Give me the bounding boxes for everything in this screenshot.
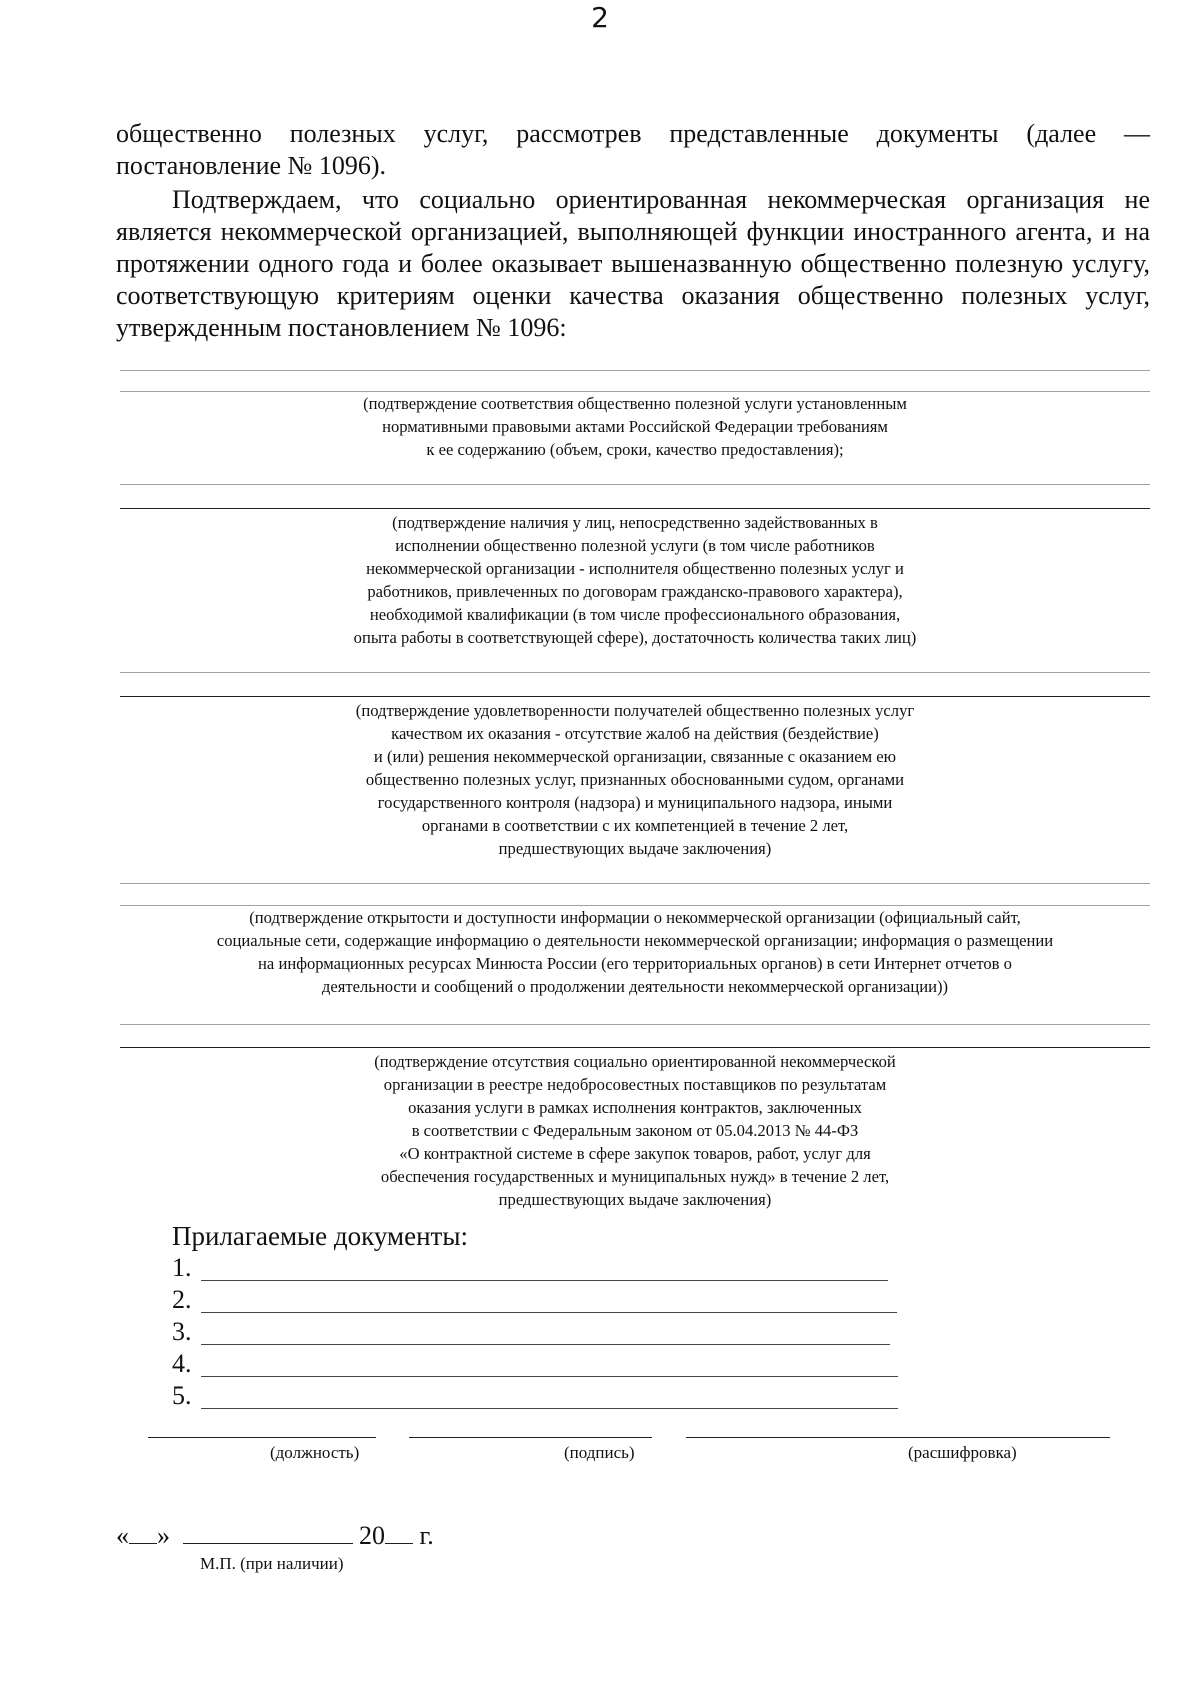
fill-line (120, 484, 1150, 485)
caption-line: организации в реестре недобросовестных поставщиков по результатам (383, 1075, 887, 1094)
caption-recipient-satisfaction (120, 699, 1150, 860)
fill-line (120, 370, 1150, 371)
paragraph-confirmation: Подтверждаем, что социально ориентированная некоммерческая организация не является некоммерческой организацией, выполняющей функции иностранного агента, и на протяжении одного года и более оказывает вышеназванную общественно полезную услугу, соответствующую критериям оценки качества оказания общественно полезных услуг, утвержденным постановлением № 1096: (116, 185, 1150, 342)
caption-line: некоммерческой организации - исполнителя общественно полезных услуг и (366, 559, 904, 578)
name-decoding-line[interactable] (686, 1437, 1110, 1438)
attachment-number: 1. (172, 1253, 192, 1282)
fill-line (120, 883, 1150, 884)
name-decoding-label: (расшифровка) (908, 1443, 1017, 1462)
caption-line: обеспечения государственных и муниципальных нужд» в течение 2 лет, (380, 1167, 890, 1186)
caption-information-openness (120, 906, 1150, 998)
signature-label: (подпись) (564, 1443, 635, 1462)
attachment-number: 5. (172, 1381, 192, 1410)
signature-line[interactable] (409, 1437, 652, 1438)
attachment-fill-line[interactable] (201, 1280, 888, 1281)
caption-line: к ее содержанию (объем, сроки, качество предоставления); (426, 440, 844, 459)
year-field[interactable] (385, 1523, 413, 1544)
caption-line: (подтверждение соответствия общественно полезной услуги установленным (363, 394, 907, 413)
date-open-quote: « (116, 1521, 129, 1550)
caption-line: общественно полезных услуг, признанных обоснованными судом, органами (365, 770, 905, 789)
caption-line: (подтверждение удовлетворенности получателей общественно полезных услуг (355, 701, 915, 720)
caption-line: органами в соответствии с их компетенцией в течение 2 лет, (421, 816, 849, 835)
fill-line (120, 1024, 1150, 1025)
fill-line (120, 672, 1150, 673)
caption-line: в соответствии с Федеральным законом от 05.04.2013 № 44-ФЗ (411, 1121, 859, 1140)
page-number: 2 (591, 1, 609, 34)
year-prefix: 20 (359, 1521, 385, 1550)
fill-line (120, 1047, 1150, 1048)
caption-line: опыта работы в соответствующей сфере), достаточность количества таких лиц) (353, 628, 917, 647)
caption-line: предшествующих выдаче заключения) (498, 1190, 772, 1209)
day-field[interactable] (129, 1523, 157, 1544)
caption-line: на информационных ресурсах Минюста России (его территориальных органов) в сети Интернет отчетов о (258, 954, 1012, 973)
caption-line: нормативными правовыми актами Российской Федерации требованиям (382, 417, 888, 436)
caption-line: (подтверждение наличия у лиц, непосредственно задействованных в (392, 513, 878, 532)
caption-staff-qualification (120, 511, 1150, 649)
caption-line: (подтверждение отсутствия социально ориентированной некоммерческой (374, 1052, 896, 1071)
attachment-fill-line[interactable] (201, 1408, 898, 1409)
caption-line: исполнении общественно полезной услуги (в том числе работников (395, 536, 875, 555)
caption-line: «О контрактной системе в сфере закупок товаров, работ, услуг для (399, 1144, 871, 1163)
caption-line: работников, привлеченных по договорам гражданско-правового характера), (367, 582, 903, 601)
date-row (116, 1520, 434, 1552)
attachment-number: 4. (172, 1349, 192, 1378)
caption-unscrupulous-suppliers (120, 1050, 1150, 1211)
attachment-fill-line[interactable] (201, 1312, 897, 1313)
attachment-fill-line[interactable] (201, 1344, 890, 1345)
caption-line: оказания услуги в рамках исполнения контрактов, заключенных (408, 1098, 862, 1117)
attachment-fill-line[interactable] (201, 1376, 898, 1377)
stamp-label: М.П. (при наличии) (200, 1554, 344, 1573)
fill-line (120, 508, 1150, 509)
attachment-number: 2. (172, 1285, 192, 1314)
year-suffix: г. (419, 1521, 434, 1550)
month-field[interactable] (183, 1523, 353, 1544)
date-close-quote: » (157, 1521, 170, 1550)
fill-line (120, 696, 1150, 697)
caption-line: деятельности и сообщений о продолжении деятельности некоммерческой организации)) (321, 977, 949, 996)
caption-line: предшествующих выдаче заключения) (498, 839, 772, 858)
caption-line: государственного контроля (надзора) и муниципального надзора, иными (377, 793, 893, 812)
caption-line: социальные сети, содержащие информацию о деятельности некоммерческой организации; информация о размещении (216, 931, 1054, 950)
caption-line: качеством их оказания - отсутствие жалоб на действия (бездействие) (391, 724, 879, 743)
attachments-title: Прилагаемые документы: (172, 1221, 468, 1251)
paragraph-intro: общественно полезных услуг, рассмотрев представленные документы (далее — постановление № 1096). (116, 119, 1150, 180)
caption-line: и (или) решения некоммерческой организации, связанные с оказанием ею (373, 747, 897, 766)
attachment-number: 3. (172, 1317, 192, 1346)
caption-line: (подтверждение открытости и доступности информации о некоммерческой организации (официальный сайт, (249, 908, 1021, 927)
caption-service-requirements (120, 392, 1150, 461)
position-label: (должность) (270, 1443, 360, 1462)
caption-line: необходимой квалификации (в том числе профессионального образования, (369, 605, 901, 624)
position-signature-line[interactable] (148, 1437, 376, 1438)
